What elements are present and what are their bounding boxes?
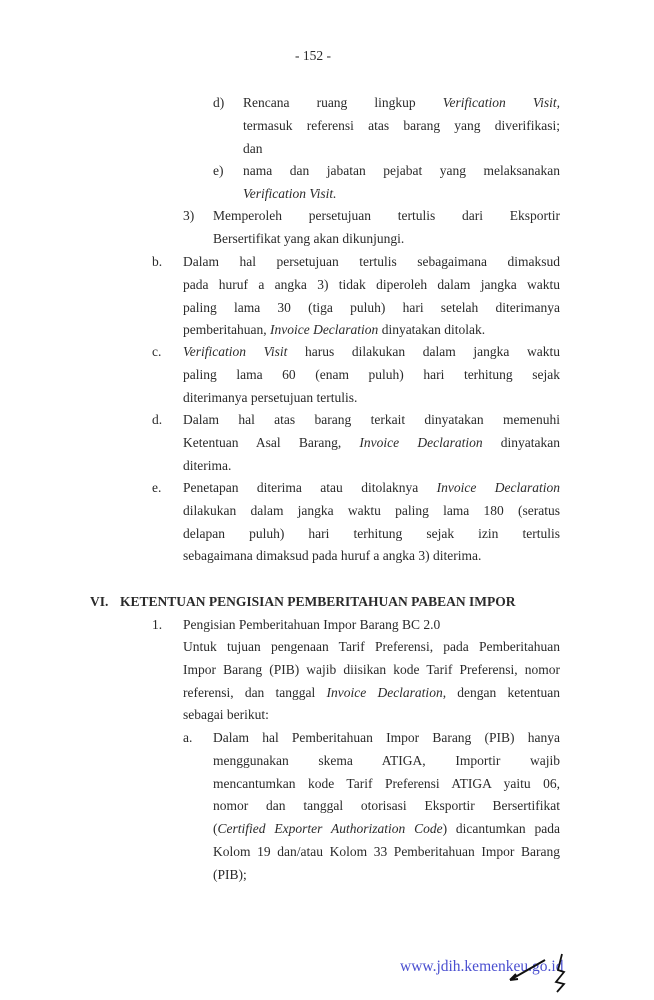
text-line [183, 706, 269, 724]
text-segment: ( [213, 821, 218, 836]
text-line [183, 457, 231, 475]
text-segment: dinyatakan [482, 434, 560, 450]
list-marker: c. [152, 344, 162, 359]
text-segment: dinyatakan ditolak. [378, 322, 486, 338]
section-heading [120, 593, 516, 611]
text-segment: referensi, dan tanggal [183, 684, 327, 700]
text-segment: Kolom 19 dan/atau Kolom 33 Pemberitahuan Impor Barang [213, 843, 560, 859]
text-segment: (PIB); [213, 866, 247, 882]
italic-term: Verification Visit. [243, 185, 337, 201]
text-line [183, 276, 560, 294]
list-marker: 1. [152, 617, 163, 632]
text-line [183, 343, 560, 361]
text-segment: Penetapan diterima atau ditolaknya [183, 480, 437, 495]
page-number: - 152 - [295, 48, 331, 63]
footer-link[interactable]: www.jdih.kemenkeu.go.id [400, 958, 564, 975]
text-segment: Memperoleh persetujuan tertulis dari Eksportir [213, 208, 560, 223]
text-line [213, 820, 560, 838]
text-line [183, 321, 485, 339]
text-segment: Untuk tujuan pengenaan Tarif Preferensi, pada Pemberitahuan [183, 639, 560, 654]
italic-term: Verification Visit, [442, 95, 560, 110]
text-segment: pada huruf a angka 3) tidak diperoleh dalam jangka waktu [183, 276, 560, 292]
text-segment: Dalam hal atas barang terkait dinyatakan memenuhi [183, 412, 560, 427]
text-line [243, 140, 263, 158]
text-line [183, 502, 560, 520]
text-line [183, 525, 560, 543]
italic-term: Verification Visit [183, 344, 288, 359]
italic-term: Invoice Declaration [436, 480, 560, 495]
text-segment: Impor Barang (PIB) wajib diisikan kode Tarif Preferensi, nomor [183, 661, 560, 677]
list-marker: b. [152, 254, 163, 269]
list-marker: VI. [90, 594, 109, 609]
text-line [183, 616, 440, 634]
text-line [183, 547, 481, 565]
text-line [243, 185, 337, 203]
text-segment: sebagaimana dimaksud pada huruf a angka 3) diterima. [183, 548, 482, 564]
text-segment: Bersertifikat yang akan dikunjungi. [213, 230, 405, 246]
text-line [213, 843, 560, 861]
signature-mark-icon [500, 948, 580, 998]
text-line [183, 638, 560, 656]
text-line [213, 729, 560, 747]
text-segment: Dalam hal persetujuan tertulis sebagaimana dimaksud [183, 254, 560, 269]
text-line [183, 299, 560, 317]
list-marker: d. [152, 412, 163, 427]
text-line [183, 411, 560, 429]
text-segment: dan [243, 140, 263, 156]
italic-term: Invoice Declaration [326, 684, 443, 700]
text-line [183, 253, 560, 271]
text-segment: nomor dan tanggal otorisasi Eksportir Bersertifikat [213, 798, 560, 814]
text-line [183, 479, 560, 497]
text-segment: diterima. [183, 457, 232, 473]
text-line [183, 684, 560, 702]
text-segment: diterimanya persetujuan tertulis. [183, 389, 358, 405]
text-segment: Pengisian Pemberitahuan Impor Barang BC 2.0 [183, 617, 441, 632]
text-line [243, 117, 560, 135]
italic-term: Certified Exporter Authorization Code [217, 821, 443, 836]
text-segment: Dalam hal Pemberitahuan Impor Barang (PIB) hanya [213, 730, 560, 745]
list-marker: d) [213, 95, 225, 110]
list-marker: a. [183, 730, 193, 745]
text-line [183, 366, 560, 384]
text-segment: dilakukan dalam jangka waktu paling lama 180 (seratus [183, 502, 560, 518]
text-segment: Rencana ruang lingkup [243, 95, 443, 110]
text-line [213, 797, 560, 815]
text-segment: nama dan jabatan pejabat yang melaksanakan [243, 163, 560, 178]
text-segment: paling lama 30 (tiga puluh) hari setelah diterimanya [183, 299, 560, 315]
text-line [183, 661, 560, 679]
text-segment: paling lama 60 (enam puluh) hari terhitung sejak [183, 366, 560, 382]
text-segment: mencantumkan kode Tarif Preferensi ATIGA yaitu 06, [213, 775, 560, 791]
text-segment: KETENTUAN PENGISIAN PEMBERITAHUAN PABEAN IMPOR [120, 594, 516, 609]
text-line [243, 94, 560, 112]
text-line [213, 230, 404, 248]
text-segment: ) dicantumkan pada [442, 821, 560, 836]
text-line [243, 162, 560, 180]
text-segment: pemberitahuan, [183, 322, 270, 338]
italic-term: Invoice Declaration [359, 434, 483, 450]
list-marker: 3) [183, 208, 195, 223]
list-marker: e) [213, 163, 224, 178]
italic-term: Invoice Declaration [269, 322, 379, 338]
text-segment: termasuk referensi atas barang yang diverifikasi; [243, 117, 560, 133]
text-segment: menggunakan skema ATIGA, Importir wajib [213, 752, 560, 768]
text-segment: Ketentuan Asal Barang, [183, 434, 360, 450]
text-line [213, 866, 247, 884]
text-line [183, 389, 357, 407]
text-segment: , dengan ketentuan [442, 684, 560, 700]
text-segment: delapan puluh) hari terhitung sejak izin tertulis [183, 525, 560, 541]
text-line [213, 775, 560, 793]
text-line [213, 752, 560, 770]
text-line [213, 207, 560, 225]
text-segment: harus dilakukan dalam jangka waktu [287, 344, 560, 359]
text-line [183, 434, 560, 452]
list-marker: e. [152, 480, 162, 495]
text-segment: sebagai berikut: [183, 707, 269, 723]
